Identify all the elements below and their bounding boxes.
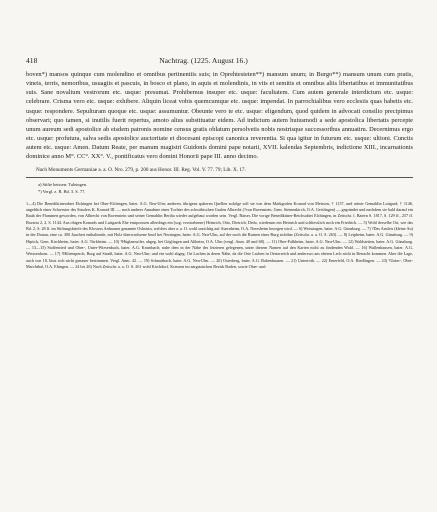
running-title: Nachtrag. (1225. August 16.)	[159, 56, 248, 65]
charter-text: boven*) mansos quinque cum molendino et omnibus pertinentiis suis; in Oprehtesteten**) mansum unum; in Burgo**) mansum unum cum pratis, vineis, terris, nemoribus, usuagiis et pascuis, in bosco et plano, in aquis et molendinis, in viis et semitis et omnibus aliis libertatibus et immunitatibus suis. Sane novalium vestrorum etc. usque: presumat. Prohibemus insuper etc. usque: facultatem. Cum autem generale interdictum etc. usque: celebrare. Crisma vero etc. usque: exhibere. Aliquin liceat vobis quemcumque etc. usque: impendat. In parrochialibus vero ecclesiis quas habetis etc. usque: respondere. Sepulturam quoque etc. usque: assumuntur. Obeunte vero te etc. usque: eligendum, quod quidem in advocati consilio precipimus observari; quo tamen, si inutilis fuerit repertus, amoto alius substituatur eidem. Ad indicium autem huiusmodi a sede apostolica libertatis percepte unum aureum sedi apostolice ab eisdem patronis nomine census gratis oblatum persolvetis nobis nostrisque successoribus annuatim. Decernimus ergo etc. usque: profutura, salva sedis apostolice auctoritate et diocesani episcopi canonica reverentia. Si qua igitur in futurum etc. usque: ultioni. Cunctis autem etc. usque: Amen. Datum Reate, per manum magistri Guidonis domini pape notarii, XVII. kalendas Septembris, indictione XIII., incarnationis dominice anno M°. CC°. XX°. V., pontificatus vero domini Honorii pape III. anno decimo.	[26, 71, 413, 161]
page-header	[26, 56, 413, 65]
page-number: 418	[26, 56, 38, 65]
footnote-rule	[26, 177, 413, 178]
footnote-b: *) Vergl. z. B. Bd. 3. S. 77.	[38, 188, 86, 194]
source-note: Nach Monuments Germaniae a. a. O. Nro. 279, p. 200 aus Honor. III. Reg. Vol. V. 77. 79; Lib. X. 17.	[36, 166, 246, 173]
endnotes: 1—4) Die Benediktinerabtei Elchingen bei Ober-Elchingen, baier. A.G. Neu-Ulm; anderen, übrigens späteren Quellen zufolge soll sie von dem Markgrafen Konrad von Meissen, † 1157, und seiner Gemahlin Luitgard, † 1146, angeblich einer Schwester des Staufers K. Konrad III. — nach anderer Annahme einer Tochter des schwäbischen Grafen Albrecht (?von Ravenstein, Gem. Steinenkirch, O.A. Geislingen) — gegründet und nachdem sie bald darauf ein Raub der Flammen geworden, von Albrecht von Ravenstein und seiner Gemahlin Bertha wieder aufgebaut worden sein. Vergl. Baiser, Die vorige Benediktiner-Reichsabtei Elchingen, in Zeitschr. f. Baiern S. 1817, S. 129 ff., 257 ff. Bavaria 2, 2, S. 1144. Aus obigen Konrads und Luitgards Ehe entsprossen allerdings ein (sog. verstorbener) Heinrich, Otto, Dietrich, Dedo, wiederum ein Heinrich und schliesslich noch ein Friedrich. — 5) Wohl derselbe Ort, wie das Bd. 2, S. 28 ff. im Stiftungsbriefe des Klosters Anhausen genannte Oshsisin, welches aber a. a. O. wohl unrichtig auf Auernheim, O.A. Neresheim bezogen wird. — 6) Weissingen, baier. A.G. Günzburg. — 7) ?Das Ansleis (kleine Au) in der Donau, eine ca. 300 Jauchert enthaltende, mit Holz überwachsene Insel bei Nersingen, baier. A.G. Neu-Ulm, auf der noch die Ruinen einer Burg sichtbar (Zeitschr. a. a. O. S. 263). — 8) Leipheim, baier. A.G. Günzburg. — 9) Hipöck, Gem. Kirchheim, baier. A.G. Türkheim. — 10) ?Hüglamwiler, abgeg. bei Göglingen und Altheim, O.A. Ulm (vergl. Anm. 40 und 68). — 11) Ober-Falkheim, baier. A.G. Neu-Ulm. — 12) Waldstetten, baier. A.G. Günzburg. — 13—15) Stoffenried und Ober-, Unter-Wiesenbach, baier. A.G. Krumbach; nahe dem in der Nähe des letzteren gelegenen, unter diesem Namen auf den Karten nicht zu findenden Wald. — 16) Wallenhausen, baier. A.G. Weissenhorn. — 17) ?Hiltensperch, Burg auf Straiß, baier. A.G. Neu-Ulm; und ein wohl abgeg. Ort Lachen in deren Nähe, da die Orte Lachen in Oesterreich und anderswo am oberen Lech nicht in Betracht kommen. Aber die Lage, auch von 18, lässt sich nicht genauer bestimmen. Vergl. Anm. 42. — 19) Schnaitbach, baier. A.G. Neu-Ulm. — 20) Osterberg, baier. A.G. Babenhausen. — 21) Unterroth. — 22) Emerfeld, O.A. Riedlingen. — 23) ?Unter-, Ober-Marchthal, O.A. Ehingen. — 24 bis 26) Nach Zeitschr. a. a. O. S. 261 wohl Kirchdorf, Kreuzen im aargauischen Bezirk Baden, sowie Ober- und	[26, 200, 413, 269]
footnote-a: a) Stifte heissen: Tuleingen.	[38, 181, 88, 187]
